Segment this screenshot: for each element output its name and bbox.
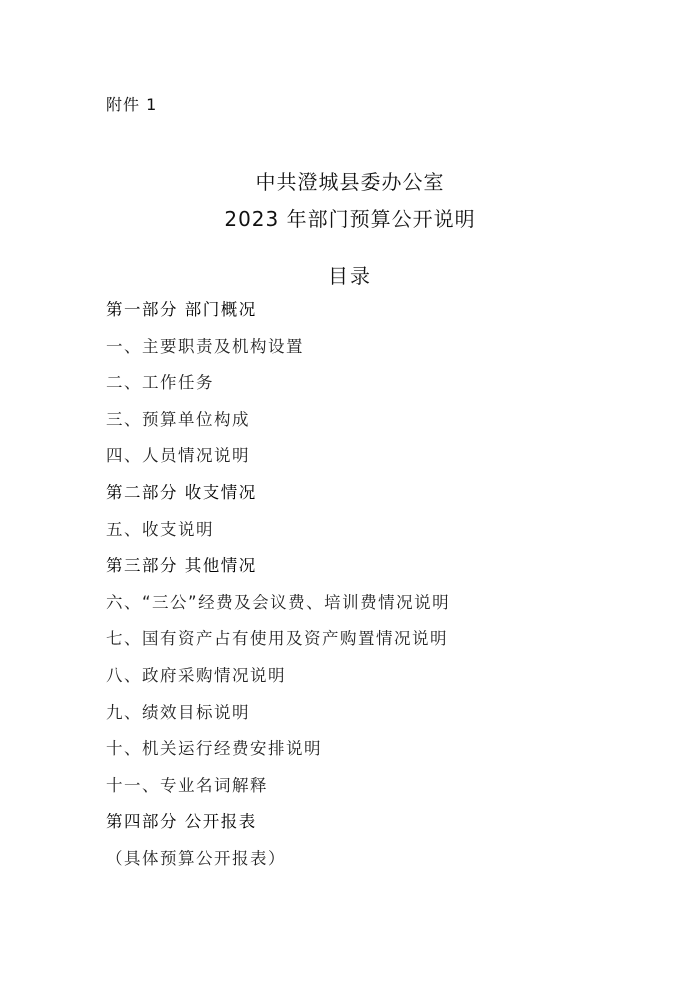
toc-entry: 十一、专业名词解释 (106, 775, 268, 795)
toc-heading: 目录 (328, 264, 372, 288)
toc-entry: 第二部分 收支情况 (106, 482, 257, 502)
toc-entry: 九、绩效目标说明 (106, 702, 250, 722)
toc-entry: 五、收支说明 (106, 519, 214, 539)
toc-entry: （具体预算公开报表） (106, 848, 286, 868)
table-of-contents (106, 292, 666, 878)
toc-entry: 八、政府采购情况说明 (106, 665, 286, 685)
toc-entry: 一、主要职责及机构设置 (106, 336, 304, 356)
toc-entry: 七、国有资产占有使用及资产购置情况说明 (106, 629, 448, 649)
document-title-line2: 2023 年部门预算公开说明 (224, 207, 476, 231)
toc-entry: 六、“三公”经费及会议费、培训费情况说明 (106, 592, 451, 612)
toc-entry: 二、工作任务 (106, 373, 214, 393)
attachment-label: 附件 1 (106, 95, 158, 114)
toc-entry: 三、预算单位构成 (106, 409, 250, 429)
toc-entry: 第一部分 部门概况 (106, 300, 257, 319)
toc-entry: 十、机关运行经费安排说明 (106, 739, 322, 759)
toc-entry: 四、人员情况说明 (106, 446, 250, 466)
toc-entry: 第四部分 公开报表 (106, 812, 257, 832)
toc-entry: 第三部分 其他情况 (106, 556, 257, 576)
document-title-line1: 中共澄城县委办公室 (255, 170, 445, 194)
